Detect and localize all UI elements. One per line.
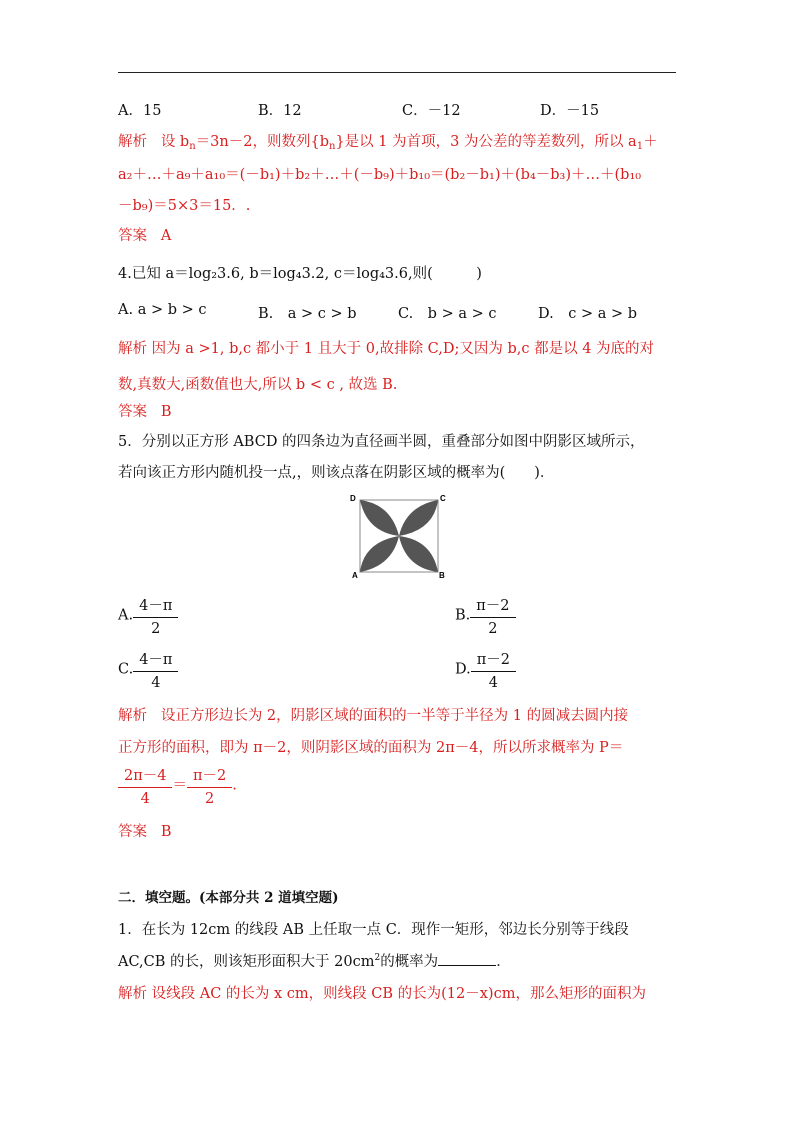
q5-stem-line1: 5．分别以正方形 ABCD 的四条边为直径画半圆，重叠部分如图中阴影区域所示， (118, 434, 645, 450)
q5-option-d (455, 648, 516, 691)
fill1-stem-line2 (118, 950, 511, 971)
fraction (187, 764, 232, 807)
fraction (471, 648, 516, 691)
subscript: 1 (636, 141, 644, 152)
header-rule (118, 72, 676, 73)
q3-option-d: D．－15 (540, 103, 600, 119)
q4-option-a: A. a > b > c (118, 302, 207, 318)
answer-value: A (160, 228, 172, 244)
label-d: D (350, 494, 356, 503)
answer-label: 答案 (118, 404, 147, 420)
label-b: B (439, 571, 445, 578)
q3-option-c: C．－12 (402, 103, 461, 119)
q3-option-b: B．12 (258, 103, 302, 119)
denominator: 2 (205, 791, 215, 807)
equals-sign: ＝ (172, 777, 187, 794)
q4-analysis-line2: 数,真数大,函数值也大,所以 b < c , 故选 B. (118, 377, 398, 393)
q5-analysis-line1 (118, 704, 628, 725)
option-letter: B. (455, 607, 471, 624)
q3-analysis-line1 (118, 130, 658, 152)
fraction (470, 594, 515, 637)
answer-value: B (160, 824, 172, 840)
numerator: 2π－4 (118, 764, 172, 788)
q4-option-b: B. a > c > b (258, 306, 357, 322)
q4-option-d: D. c > a > b (538, 306, 638, 322)
analysis-label: 解析 (118, 708, 147, 724)
q4-answer (118, 400, 171, 421)
fill1-text: ． (496, 954, 511, 970)
answer-label: 答案 (118, 824, 147, 840)
q5-analysis-line3 (118, 764, 237, 807)
q3-analysis-text: }是以 1 为首项，3 为公差的等差数列，所以 a (335, 134, 637, 150)
q3-option-a: A．15 (118, 103, 162, 119)
q5-analysis-text: 设正方形边长为 2，阴影区域的面积的一半等于半径为 1 的圆减去圆内接 (160, 708, 629, 724)
period: . (232, 777, 237, 794)
answer-value: B (160, 404, 172, 420)
numerator: π－2 (470, 594, 515, 618)
denominator: 2 (488, 621, 498, 637)
subscript: n (328, 141, 336, 152)
q3-analysis-text: 设 b (160, 134, 190, 150)
subscript: n (189, 141, 196, 152)
option-letter: A. (118, 607, 134, 624)
denominator: 4 (151, 675, 161, 691)
q5-analysis-line2: 正方形的面积，即为 π－2，则阴影区域的面积为 2π－4，所以所求概率为 P＝ (118, 740, 624, 756)
fill1-text: AC,CB 的长，则该矩形面积大于 20cm (118, 954, 375, 970)
fill1-analysis-text: 设线段 AC 的长为 x cm，则线段 CB 的长为(12－x)cm，那么矩形的面积为 (151, 986, 646, 1002)
q4-analysis-text: 因为 a >1, b,c 都小于 1 且大于 0,故排除 C,D;又因为 b,c 都是以 4 为底的对 (151, 341, 655, 357)
q3-answer (118, 224, 171, 245)
q5-stem-line2: 若向该正方形内随机投一点,，则该点落在阴影区域的概率为( )． (118, 465, 555, 481)
fill1-text: 的概率为 (380, 954, 439, 970)
q5-option-a (118, 594, 178, 637)
q3-analysis-line3: －b₉)＝5×3＝15．. (118, 198, 251, 214)
denominator: 4 (488, 675, 498, 691)
denominator: 2 (151, 621, 161, 637)
option-letter: C. (118, 661, 134, 678)
label-a: A (352, 571, 358, 578)
numerator: 4－π (133, 594, 178, 618)
q5-option-c (118, 648, 178, 691)
fraction (118, 764, 172, 807)
analysis-label: 解析 (118, 134, 147, 150)
label-c: C (440, 494, 446, 503)
numerator: π－2 (471, 648, 516, 672)
q3-analysis-text: ＝3n－2，则数列{b (195, 134, 329, 150)
section-heading: 二．填空题。(本部分共 2 道填空题) (118, 890, 339, 906)
four-petal-figure (348, 494, 450, 578)
answer-blank[interactable] (438, 953, 496, 966)
superscript: 2 (374, 953, 381, 963)
fraction (133, 648, 178, 691)
analysis-label: 解析 (118, 341, 147, 357)
q3-analysis-text: ＋ (643, 134, 658, 150)
q5-answer (118, 820, 171, 841)
analysis-label: 解析 (118, 986, 147, 1002)
denominator: 4 (140, 791, 150, 807)
fill1-stem-line1: 1．在长为 12cm 的线段 AB 上任取一点 C．现作一矩形，邻边长分别等于线段 (118, 922, 629, 938)
numerator: 4－π (133, 648, 178, 672)
q4-analysis-line1 (118, 337, 654, 358)
q3-analysis-line2: a₂＋…＋a₉＋a₁₀＝(－b₁)＋b₂＋…＋(－b₉)＋b₁₀＝(b₂－b₁)＋(b₄－b₃)＋…＋(b₁₀ (118, 167, 642, 183)
numerator: π－2 (187, 764, 232, 788)
q4-option-c: C. b > a > c (398, 306, 497, 322)
option-letter: D. (455, 661, 471, 678)
q5-option-b (455, 594, 516, 637)
fill1-analysis-line1 (118, 982, 646, 1003)
answer-label: 答案 (118, 228, 147, 244)
q4-stem: 4.已知 a＝log₂3.6, b＝log₄3.2, c＝log₄3.6,则( ) (118, 266, 482, 282)
fraction (133, 594, 178, 637)
